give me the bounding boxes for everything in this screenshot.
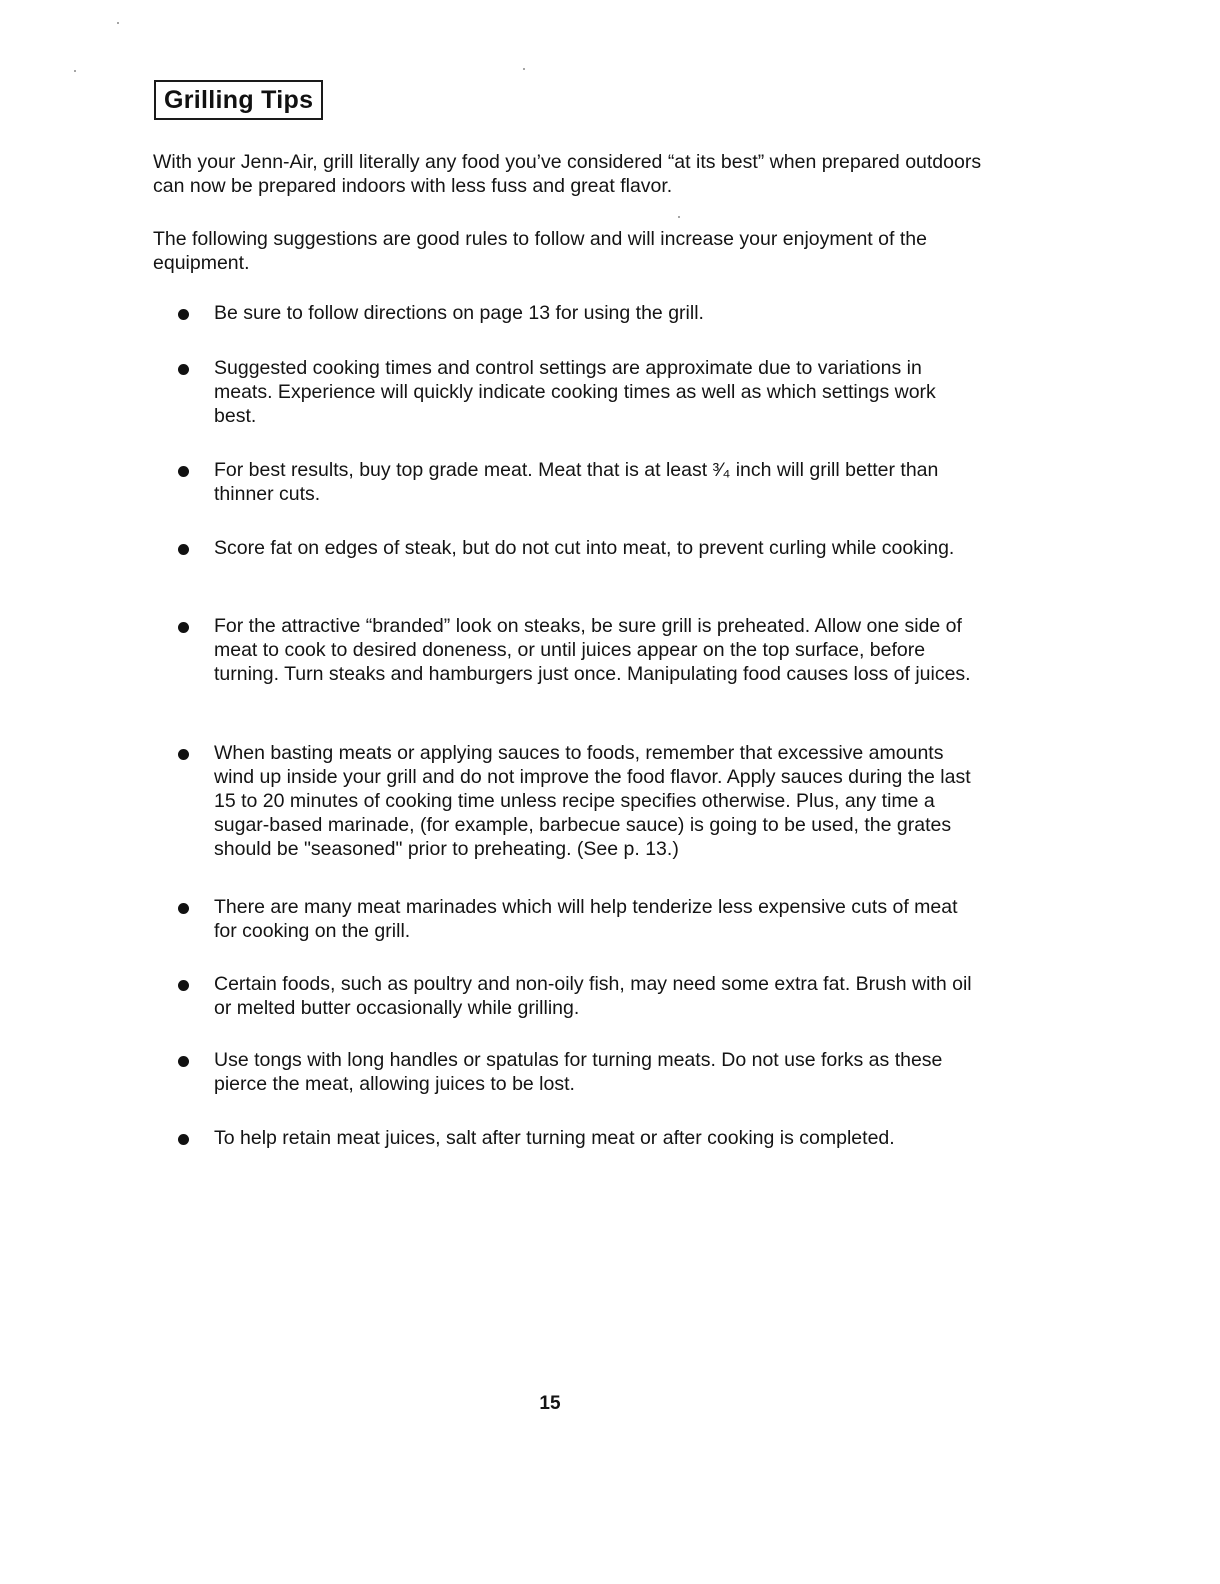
- bullet-dot-icon: [178, 622, 189, 633]
- bullet-dot-icon: [178, 1134, 189, 1145]
- intro-paragraph: With your Jenn-Air, grill literally any food you’ve considered “at its best” when prepared outdoors can now be prepared indoors with less fuss and great flavor.: [153, 151, 982, 197]
- tip-text: Use tongs with long handles or spatulas for turning meats. Do not use forks as these pierce the meat, allowing juices to be lost.: [214, 1049, 943, 1095]
- bullet-dot-icon: [178, 980, 189, 991]
- bullet-dot-icon: [178, 466, 189, 477]
- bullet-dot-icon: [178, 903, 189, 914]
- tip-text: Score fat on edges of steak, but do not cut into meat, to prevent curling while cooking.: [214, 537, 955, 559]
- tip-text: For best results, buy top grade meat. Meat that is at least ³⁄₄ inch will grill better than thinner cuts.: [214, 459, 939, 505]
- section-title-box: [154, 80, 323, 120]
- bullet-dot-icon: [178, 544, 189, 555]
- page-number: 15: [539, 1393, 561, 1414]
- bullet-dot-icon: [178, 749, 189, 760]
- scan-speck: [523, 68, 525, 70]
- tip-text: Suggested cooking times and control settings are approximate due to variations in meats. Experience will quickly indicate cooking times as well as which settings work best.: [214, 357, 936, 427]
- tip-text: For the attractive “branded” look on steaks, be sure grill is preheated. Allow one side of meat to cook to desired doneness, or until juices appear on the top surface, before turning. Turn steaks and hamburgers just once. Manipulating food causes loss of juices.: [214, 615, 971, 685]
- section-title: Grilling Tips: [164, 85, 314, 114]
- bullet-dot-icon: [178, 309, 189, 320]
- tip-text: To help retain meat juices, salt after turning meat or after cooking is completed.: [214, 1127, 895, 1149]
- scan-speck: [117, 22, 119, 24]
- tip-text: Be sure to follow directions on page 13 for using the grill.: [214, 302, 704, 324]
- bullet-dot-icon: [178, 364, 189, 375]
- scan-speck: [74, 70, 76, 72]
- bullet-dot-icon: [178, 1056, 189, 1067]
- tip-text: When basting meats or applying sauces to foods, remember that excessive amounts wind up inside your grill and do not improve the food flavor. Apply sauces during the last 15 to 20 minutes of cooking time unless recipe specifies otherwise. Plus, any time a sugar-based marinade, (for example, barbecue sauce) is going to be used, the grates should be "seasoned" prior to preheating. (See p. 13.): [214, 742, 971, 860]
- tip-text: Certain foods, such as poultry and non-oily fish, may need some extra fat. Brush with oil or melted butter occasionally while grilling.: [214, 973, 972, 1019]
- intro-paragraph: The following suggestions are good rules to follow and will increase your enjoyment of the equipment.: [153, 228, 927, 274]
- scan-speck: [678, 216, 680, 218]
- tip-text: There are many meat marinades which will help tenderize less expensive cuts of meat for cooking on the grill.: [214, 896, 958, 942]
